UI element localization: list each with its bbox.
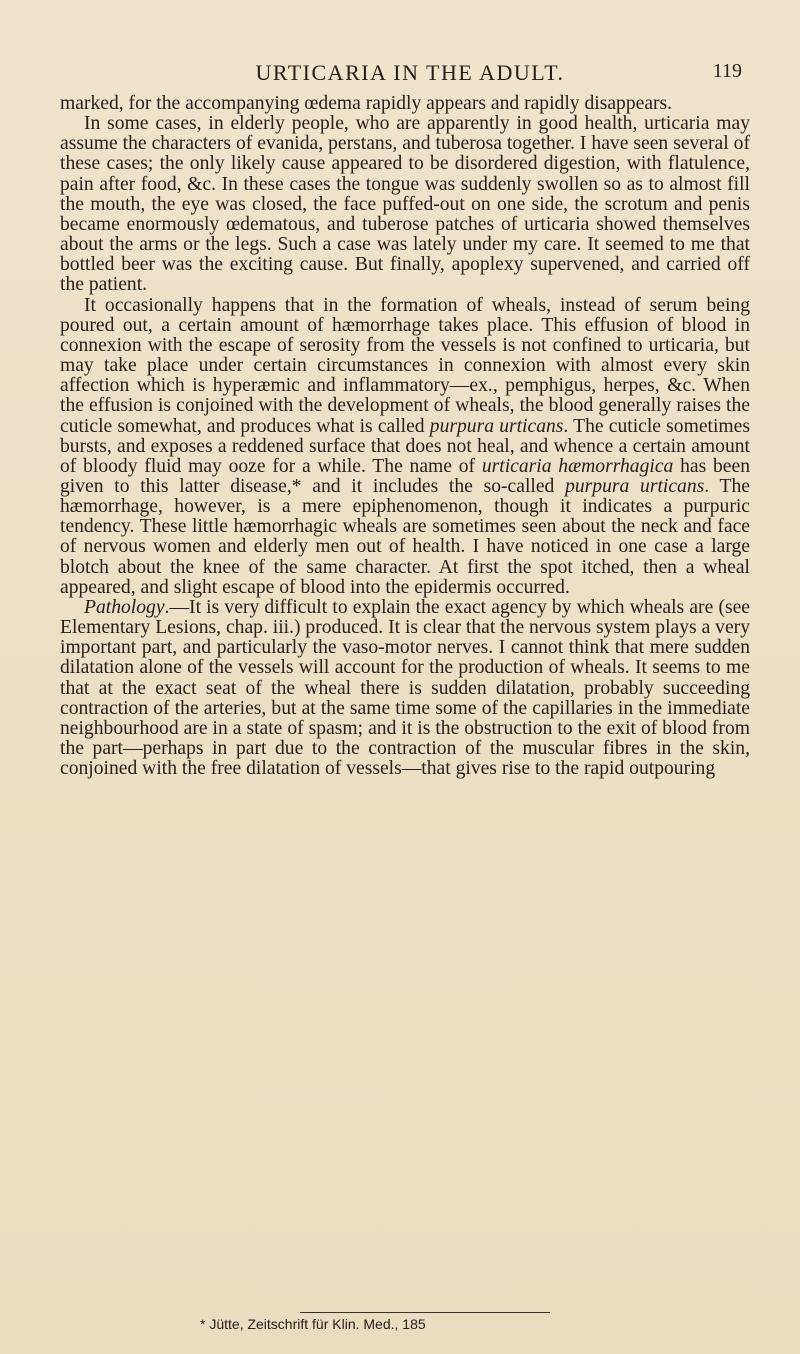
footnote-divider: [300, 1312, 550, 1313]
text-run: . The cuticle sometimes bursts, and exposes a reddened surface that does not heal, and whence a certain amount of bloody fluid may ooze for a while. The name of: [60, 415, 750, 477]
italic-term: urticaria hæmorrhagica: [481, 455, 674, 477]
section-heading-pathology: Pathology: [84, 596, 165, 618]
footnote: * Jütte, Zeitschrift für Klin. Med., 185: [200, 1316, 426, 1332]
text-run: .—It is very difficult to explain the exact agency by which wheals are (see Elementary Lesions, chap. iii.) produced. It is clear that the nervous system plays a very important part, and particularly the vaso-motor nerves. I cannot think that mere sudden dilatation alone of the vessels will account for the production of wheals. It seems to me that at the exact seat of the wheal there is sudden dilatation, probably succeeding contraction of the arteries, but at the same time some of the capillaries in the immediate neighbourhood are in a state of spasm; and it is the obstruction to the exit of blood from the part—perhaps in part due to the contraction of the muscular fibres in the skin, conjoined with the free dilatation of vessels—that gives rise to the rapid outpouring: [60, 596, 750, 780]
paragraph-pathology: [60, 598, 750, 779]
italic-term: purpura urticans: [429, 415, 564, 437]
italic-term: purpura urticans: [565, 475, 705, 497]
page-header: [60, 60, 760, 86]
text-run: has been given to this latter disease,* and it includes the so-called: [60, 455, 750, 497]
text-run: It occasionally happens that in the formation of wheals, instead of serum being poured out, a certain amount of hæmorrhage takes place. This effusion of blood in connexion with the escape of serosity from the vessels is not confined to urticaria, but may take place under certain circumstances in connexion with almost every skin affection which is hyperæmic and inflammatory—ex., pemphigus, herpes, &c. When the effusion is conjoined with the development of wheals, the blood generally raises the cuticle somewhat, and produces what is called: [60, 294, 750, 437]
running-title: URTICARIA IN THE ADULT.: [255, 60, 565, 85]
page-number: 119: [712, 60, 742, 82]
paragraph-haemorrhage: [60, 296, 750, 598]
paragraph-elderly-cases: In some cases, in elderly people, who are apparently in good health, urticaria may assume the characters of evanida, perstans, and tuberosa together. I have seen several of these cases; the only likely cause appeared to be disordered digestion, with flatulence, pain after food, &c. In these cases the tongue was suddenly swollen so as to almost fill the mouth, the eye was closed, the face puffed-out on one side, the scrotum and penis became enormously œdematous, and tuberose patches of urticaria showed themselves about the arms or the legs. Such a case was lately under my care. It seemed to me that bottled beer was the exciting cause. But finally, apoplexy supervened, and carried off the patient.: [60, 113, 750, 296]
paragraph-continuation: marked, for the accompanying œdema rapidly appears and rapidly disappears.: [60, 93, 673, 114]
body-text: [60, 94, 750, 779]
text-run: . The hæmorrhage, however, is a mere epiphenomenon, though it indicates a purpuric tendency. These little hæmorrhagic wheals are sometimes seen about the neck and face of nervous women and elderly men out of health. I have noticed in one case a large blotch about the knee of the same character. At first the spot itched, then a wheal appeared, and slight escape of blood into the epidermis occurred.: [60, 475, 751, 598]
